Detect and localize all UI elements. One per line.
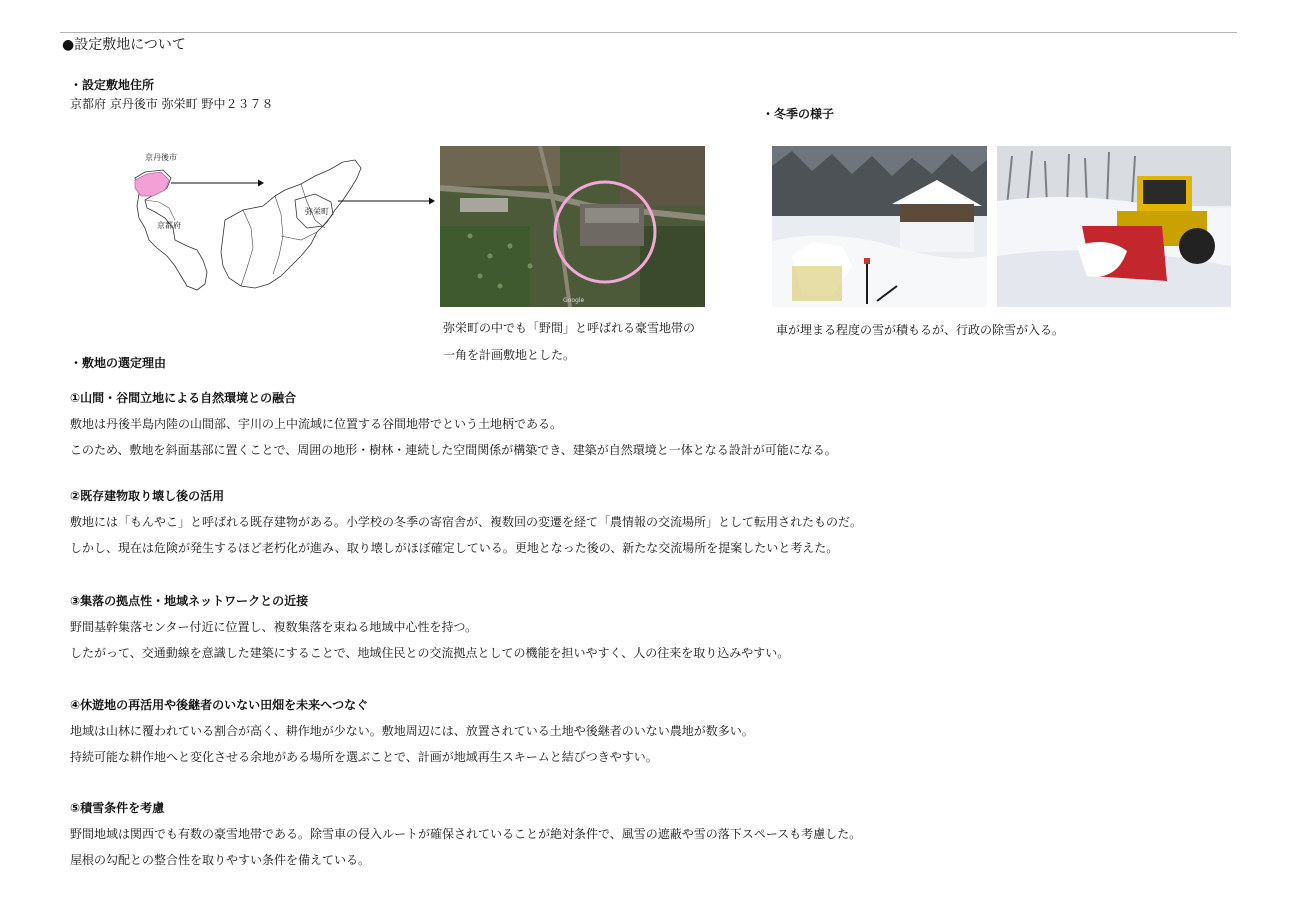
- map-label-kyoto: 京都府: [157, 221, 181, 230]
- reason-line: 野間地域は関西でも有数の豪雪地帯である。除雪車の侵入ルートが確保されていることが絶対条件で、風雪の遮蔽や雪の落下スペースも考慮した。: [70, 827, 862, 841]
- kyotango-city-outline: [221, 160, 361, 288]
- reason-section: [70, 389, 837, 459]
- address-value: 京都府 京丹後市 弥栄町 野中２３７８: [70, 97, 274, 111]
- reason-line: このため、敷地を斜面基部に置くことで、周囲の地形・樹林・連続した空間関係が構築でき、建築が自然環境と一体となる設計が可能になる。: [70, 443, 837, 457]
- winter-label: ・冬季の様子: [762, 107, 835, 121]
- district-border-2: [301, 184, 325, 228]
- address-label: ・設定敷地住所: [70, 78, 155, 92]
- arrowhead-1: [258, 180, 264, 187]
- top-rule: [60, 32, 1237, 33]
- reason-heading: ①山間・谷間立地による自然環境との融合: [70, 391, 297, 405]
- page-title: ●設定敷地について: [62, 37, 186, 53]
- aerial-caption-line: 弥栄町の中でも「野間」と呼ばれる豪雪地帯の: [443, 321, 696, 335]
- arrowhead-2: [429, 198, 435, 205]
- reason-line: したがって、交通動線を意識した建築にすることで、地域住民との交流拠点としての機能を担いやすく、人の往来を取り込みやすい。: [70, 646, 790, 660]
- reason-section: [70, 799, 861, 869]
- reason-section: [70, 696, 754, 766]
- reason-heading: ②既存建物取り壊し後の活用: [70, 489, 225, 503]
- reason-line: 敷地は丹後半島内陸の山間部、宇川の上中流域に位置する谷間地帯でという土地柄である。: [70, 417, 563, 431]
- reason-line: しかし、現在は危険が発生するほど老朽化が進み、取り壊しがほぼ確定している。更地となった後の、新たな交流場所を提案したいと考えた。: [70, 541, 839, 555]
- winter-photo-snowplow: [997, 146, 1231, 307]
- district-border-1: [273, 196, 283, 274]
- kyotango-highlight: [135, 172, 169, 196]
- reason-section: [70, 487, 862, 557]
- map-label-kyotango: 京丹後市: [145, 153, 177, 162]
- aerial-caption-line: 一角を計画敷地とした。: [443, 348, 576, 362]
- reason-line: 敷地には「もんやこ」と呼ばれる既存建物がある。小学校の冬季の寄宿舎が、複数回の変遷を経て「農情報の交流場所」として転用されたものだ。: [70, 515, 863, 529]
- aerial-caption: [443, 315, 743, 369]
- winter-caption: 車が埋まる程度の雪が積もるが、行政の除雪が入る。: [776, 323, 1065, 337]
- reason-section: [70, 592, 789, 662]
- inner-border: [145, 200, 175, 220]
- map-label-yasaka: 弥栄町: [305, 207, 329, 216]
- reason-heading: ④休遊地の再活用や後継者のいない田畑を未来へつなぐ: [70, 698, 369, 712]
- reason-heading: ⑤積雪条件を考慮: [70, 801, 165, 815]
- aerial-watermark: Google: [563, 297, 585, 304]
- reason-heading: ③集落の拠点性・地域ネットワークとの近接: [70, 594, 309, 608]
- aerial-photo: [440, 146, 705, 307]
- winter-photo-house: [772, 146, 987, 307]
- reason-line: 屋根の勾配との整合性を取りやすい条件を備えている。: [70, 853, 371, 867]
- reasons-label: ・敷地の選定理由: [70, 356, 167, 370]
- district-border-3: [281, 232, 317, 240]
- reason-line: 野間基幹集落センター付近に位置し、複数集落を束ねる地域中心性を持つ。: [70, 620, 478, 634]
- reason-line: 地域は山林に覆われている割合が高く、耕作地が少ない。敷地周辺には、放置されている土地や後継者のいない農地が数多い。: [70, 724, 754, 738]
- location-map: [125, 148, 445, 298]
- district-border-4: [241, 210, 253, 286]
- reason-line: 持続可能な耕作地へと変化させる余地がある場所を選ぶことで、計画が地域再生スキームと結びつきやすい。: [70, 750, 658, 764]
